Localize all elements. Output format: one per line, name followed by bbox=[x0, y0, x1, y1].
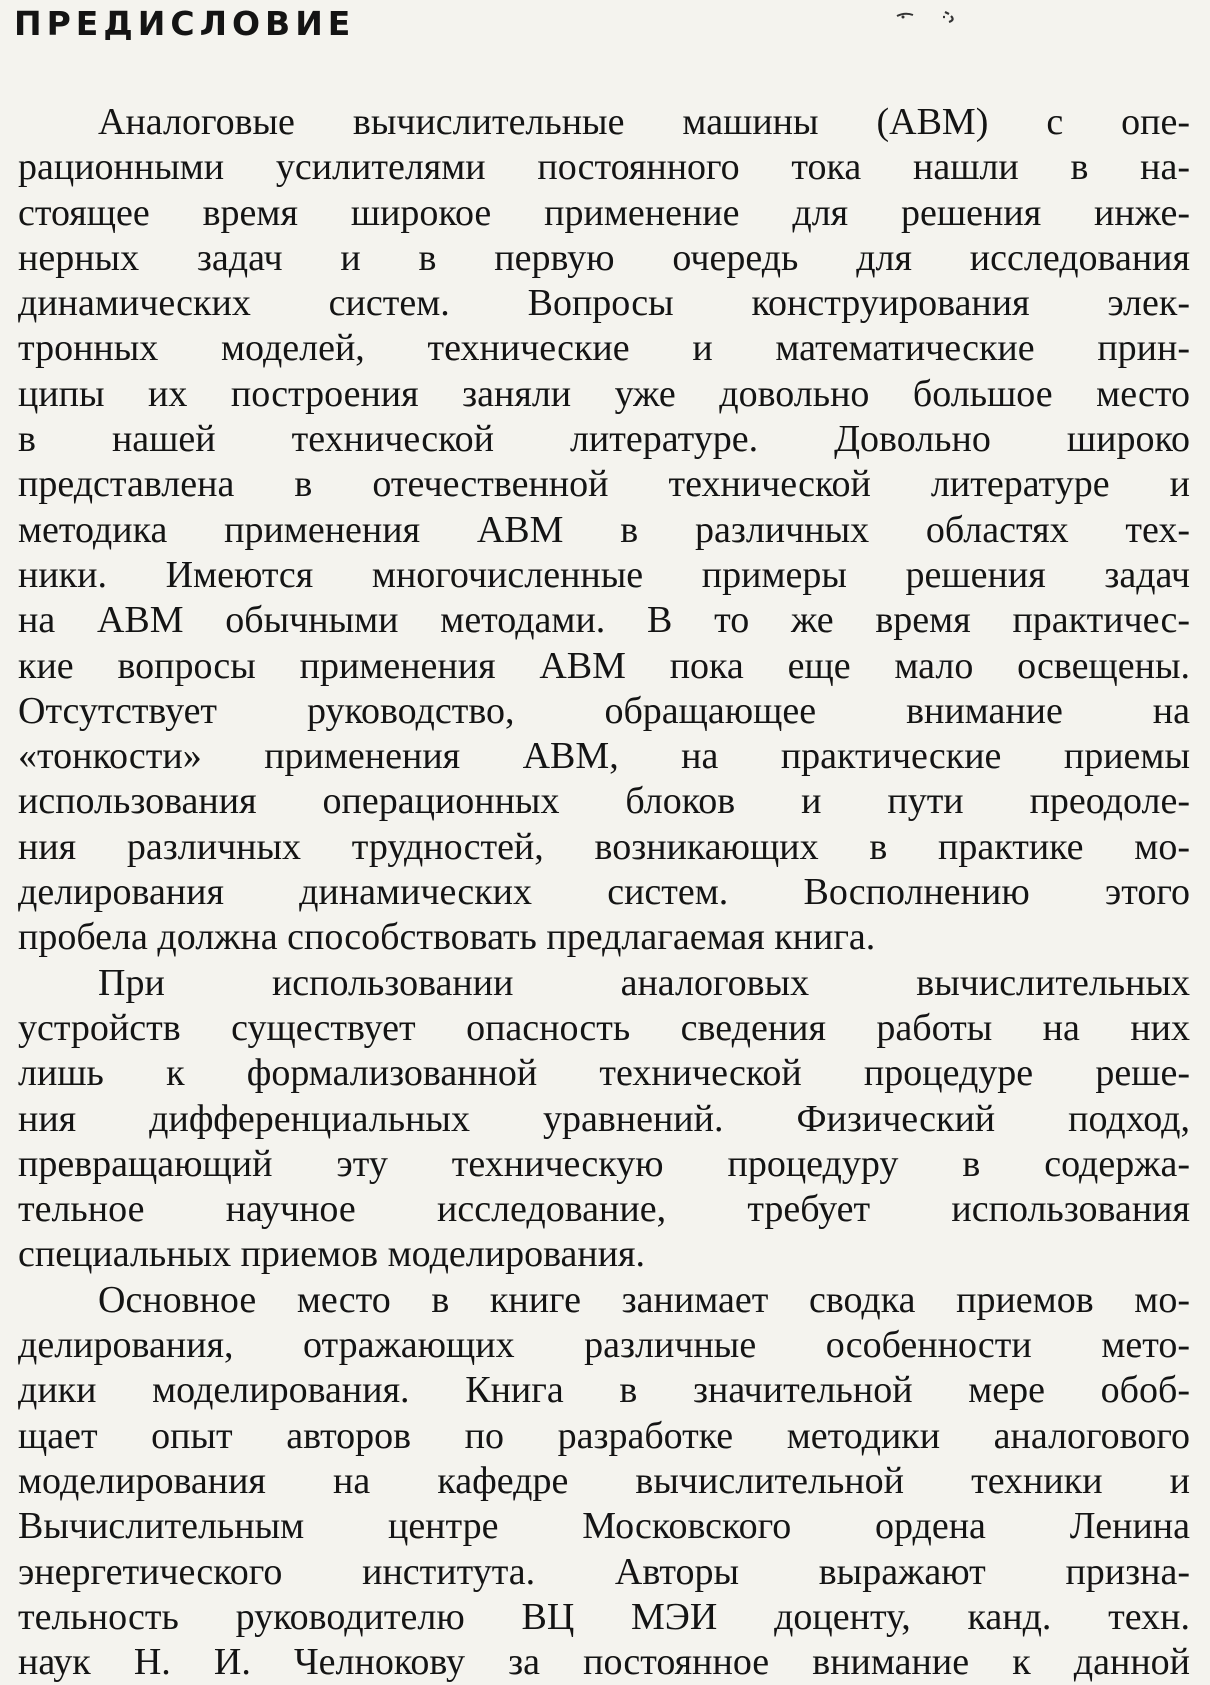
text-line: пробела должна способствовать предлагаемая книга. bbox=[18, 916, 876, 959]
text-line: тельное научное исследование, требует использования bbox=[18, 1188, 1190, 1231]
text-line: Отсутствует руководство, обращающее внимание на bbox=[18, 689, 1190, 732]
text-line: Вычислительным центре Московского ордена Ленина bbox=[18, 1505, 1190, 1548]
text-line: превращающий эту техническую процедуру в содержа- bbox=[18, 1142, 1190, 1185]
text-line: дики моделирования. Книга в значительной мере обоб- bbox=[18, 1369, 1190, 1412]
text-line: стоящее время широкое применение для решения инже- bbox=[18, 191, 1190, 234]
text-line: нерных задач и в первую очередь для исследования bbox=[18, 236, 1190, 279]
text-line: лишь к формализованной технической процедуре реше- bbox=[18, 1052, 1190, 1095]
text-line: представлена в отечественной технической литературе и bbox=[18, 463, 1190, 506]
text-line: тронных моделей, технические и математические прин- bbox=[18, 327, 1190, 370]
text-line: делирования, отражающих различные особенности мето- bbox=[18, 1324, 1190, 1367]
text-line: Аналоговые вычислительные машины (АВМ) с опе- bbox=[98, 101, 1190, 143]
text-line: тельность руководителю ВЦ МЭИ доценту, канд. техн. bbox=[18, 1595, 1190, 1638]
text-line: энергетического института. Авторы выражают призна- bbox=[18, 1550, 1190, 1593]
page-heading: ПРЕДИСЛОВИЕ bbox=[14, 4, 356, 43]
text-line: наук Н. И. Челнокову за постоянное внимание к данной bbox=[18, 1641, 1190, 1684]
text-line: на АВМ обычными методами. В то же время практичес- bbox=[18, 599, 1190, 642]
text-line: методика применения АВМ в различных областях тех- bbox=[18, 508, 1190, 551]
text-line: динамических систем. Вопросы конструирования элек- bbox=[18, 282, 1190, 325]
text-line: делирования динамических систем. Восполнению этого bbox=[18, 871, 1190, 914]
text-line: в нашей технической литературе. Довольно широко bbox=[18, 418, 1190, 461]
text-line: ники. Имеются многочисленные примеры решения задач bbox=[18, 553, 1190, 596]
text-line: моделирования на кафедре вычислительной техники и bbox=[18, 1459, 1190, 1502]
preface-text bbox=[18, 100, 1190, 1685]
text-line: ципы их построения заняли уже довольно большое место bbox=[18, 372, 1190, 415]
text-line: специальных приемов моделирования. bbox=[18, 1233, 646, 1276]
text-line: ния дифференциальных уравнений. Физический подход, bbox=[18, 1097, 1190, 1140]
text-line: ния различных трудностей, возникающих в практике мо- bbox=[18, 825, 1190, 868]
text-line: рационными усилителями постоянного тока нашли в на- bbox=[18, 146, 1190, 189]
text-line: устройств существует опасность сведения работы на них bbox=[18, 1006, 1190, 1049]
text-line: кие вопросы применения АВМ пока еще мало освещены. bbox=[18, 644, 1190, 687]
text-line: использования операционных блоков и пути преодоле- bbox=[18, 780, 1190, 823]
text-line: щает опыт авторов по разработке методики аналогового bbox=[18, 1414, 1190, 1457]
text-line: «тонкости» применения АВМ, на практические приемы bbox=[18, 735, 1190, 778]
text-line: Основное место в книге занимает сводка приемов мо- bbox=[98, 1278, 1190, 1321]
print-specks bbox=[885, 4, 1005, 34]
text-line: При использовании аналоговых вычислительных bbox=[98, 961, 1190, 1004]
